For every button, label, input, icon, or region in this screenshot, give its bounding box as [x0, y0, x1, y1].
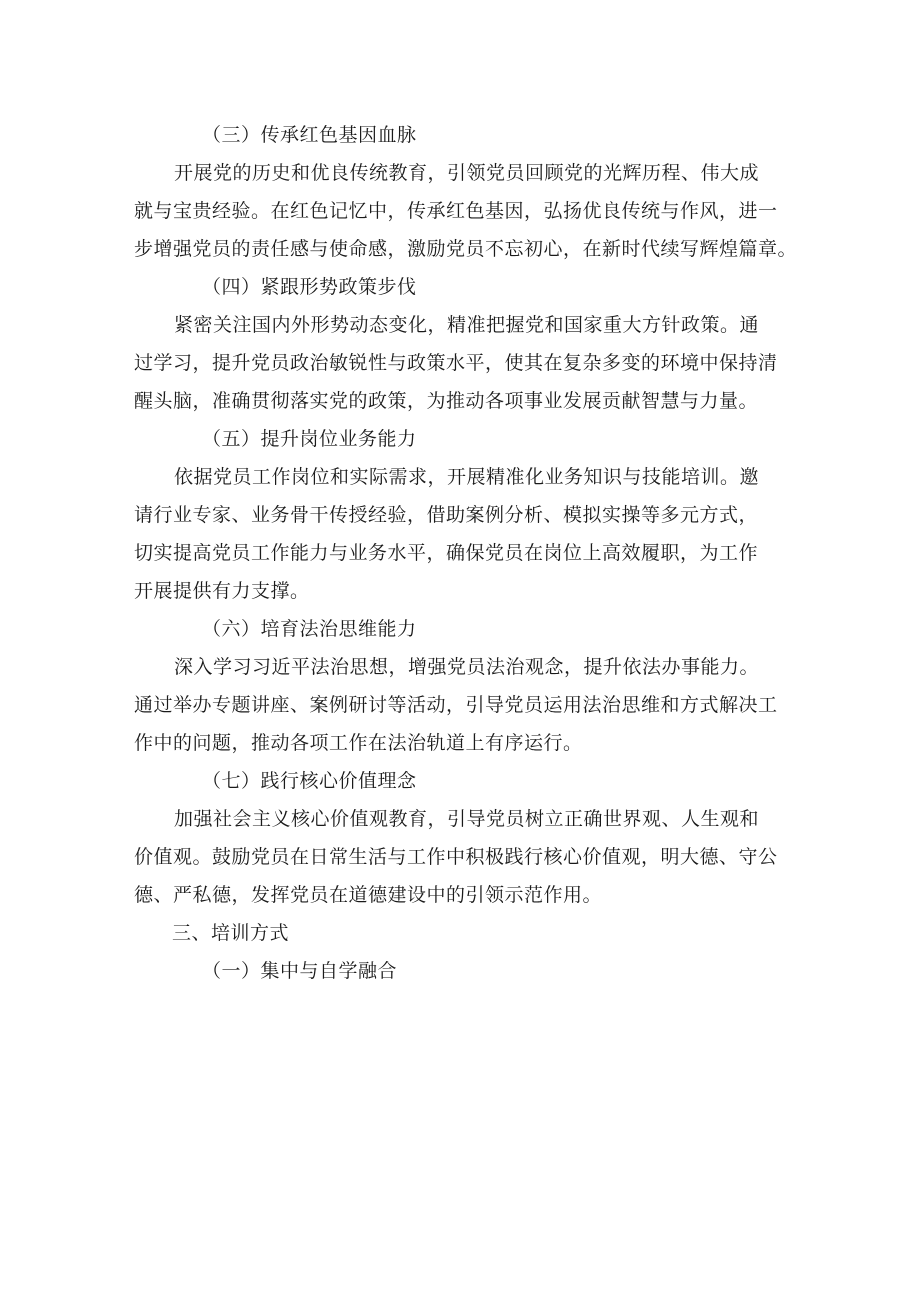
paragraph-line: 深入学习习近平法治思想，增强党员法治观念，提升依法办事能力。 [174, 656, 760, 678]
paragraph-line: 开展提供有力支撑。 [134, 580, 310, 602]
paragraph-line: 紧密关注国内外形势动态变化，精准把握党和国家重大方针政策。通 [174, 314, 760, 336]
paragraph-line: 步增强党员的责任感与使命感，激励党员不忘初心，在新时代续写辉煌篇章。 [134, 238, 798, 260]
paragraph-line: 开展党的历史和优良传统教育，引领党员回顾党的光辉历程、伟大成 [174, 162, 760, 184]
paragraph-line: 就与宝贵经验。在红色记忆中，传承红色基因，弘扬优良传统与作风，进一 [134, 200, 778, 222]
paragraph-line: 过学习，提升党员政治敏锐性与政策水平，使其在复杂多变的环境中保持清 [134, 352, 778, 374]
subsection-heading-7: （七）践行核心价值理念 [202, 770, 417, 792]
subsection-heading-4: （四）紧跟形势政策步伐 [202, 276, 417, 298]
paragraph-line: 德、严私德，发挥党员在道德建设中的引领示范作用。 [134, 884, 603, 906]
paragraph-core-values [134, 800, 794, 914]
paragraph-red-gene [134, 154, 798, 268]
section-heading-training-methods: 三、培训方式 [172, 922, 290, 944]
paragraph-line: 请行业专家、业务骨干传授经验，借助案例分析、模拟实操等多元方式， [134, 504, 759, 526]
subsection-heading-5: （五）提升岗位业务能力 [202, 428, 417, 450]
subsection-heading-1: （一）集中与自学融合 [202, 960, 398, 982]
subsection-heading-6: （六）培育法治思维能力 [202, 618, 417, 640]
paragraph-policy [134, 306, 794, 420]
paragraph-rule-of-law [134, 648, 794, 762]
document-body [134, 116, 798, 990]
paragraph-line: 加强社会主义核心价值观教育，引导党员树立正确世界观、人生观和 [174, 808, 760, 830]
paragraph-line: 通过举办专题讲座、案例研讨等活动，引导党员运用法治思维和方式解决工 [134, 694, 778, 716]
paragraph-line: 依据党员工作岗位和实际需求，开展精准化业务知识与技能培训。邀 [174, 466, 760, 488]
paragraph-line: 醒头脑，准确贯彻落实党的政策，为推动各项事业发展贡献智慧与力量。 [134, 390, 759, 412]
paragraph-line: 切实提高党员工作能力与业务水平，确保党员在岗位上高效履职，为工作 [134, 542, 759, 564]
paragraph-line: 作中的问题，推动各项工作在法治轨道上有序运行。 [134, 732, 583, 754]
paragraph-business-ability [134, 458, 794, 610]
subsection-heading-3: （三）传承红色基因血脉 [202, 124, 417, 146]
paragraph-line: 价值观。鼓励党员在日常生活与工作中积极践行核心价值观，明大德、守公 [134, 846, 778, 868]
